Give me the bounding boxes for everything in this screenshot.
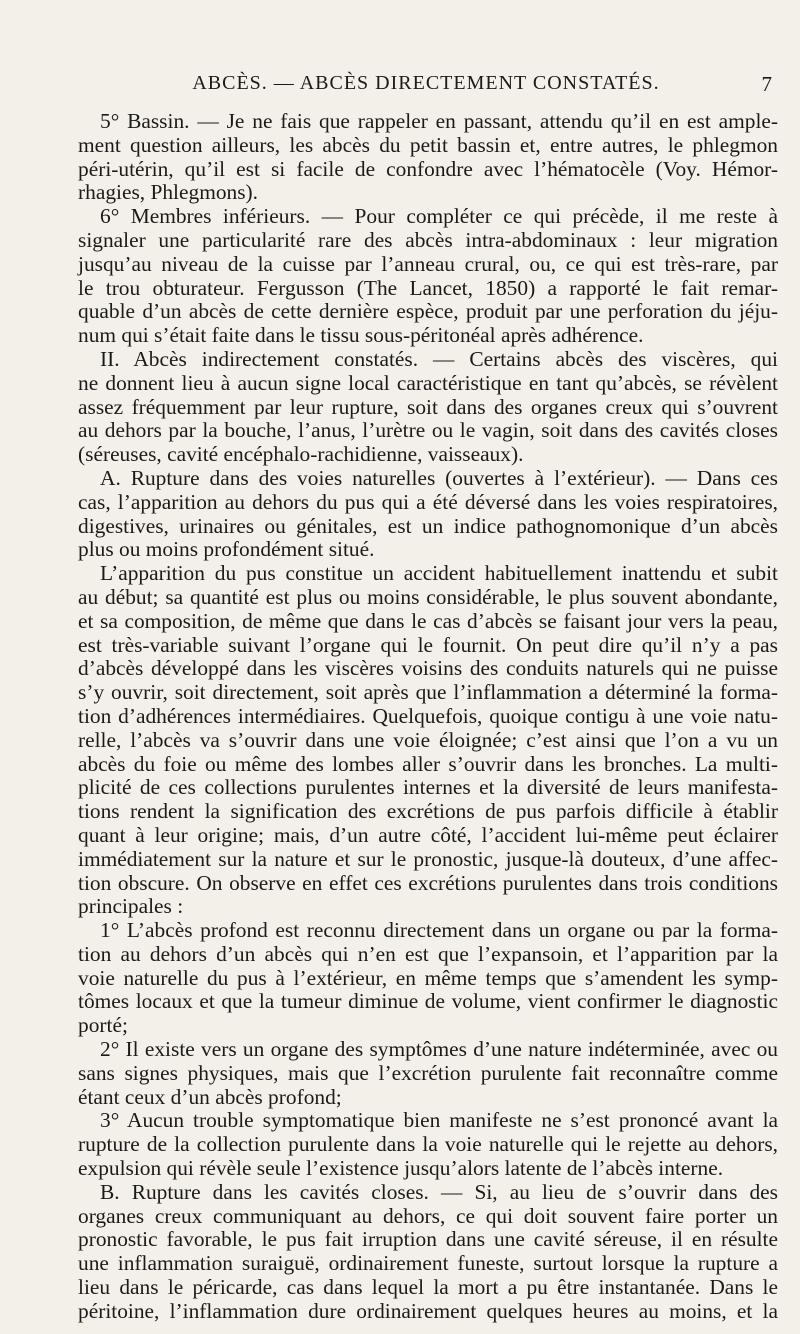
text-line: au début; sa quantité est plus ou moins considérable, le plus souvent abondante, — [78, 584, 778, 609]
text-line: II. Abcès indirectement constatés. — Certains abcès des viscères, qui — [100, 346, 778, 371]
text-line: plicité de ces collections purulentes internes et la diversité de leurs manifesta- — [78, 775, 778, 800]
page-number: 7 — [761, 72, 772, 96]
text-line: s’y ouvrir, soit directement, soit après que l’inflammation a déterminé la forma- — [78, 680, 778, 705]
text-line: relle, l’abcès va s’ouvrir dans une voie éloignée; c’est ainsi que l’on a vu un — [78, 727, 778, 752]
text-line: au dehors par la bouche, l’anus, l’urètre ou le vagin, soit dans des cavités closes — [78, 418, 778, 443]
text-line: tions rendent la signification des excrétions de pus parfois difficile à établir — [78, 799, 778, 824]
text-line: B. Rupture dans les cavités closes. — Si, au lieu de s’ouvrir dans des — [100, 1179, 778, 1204]
text-line: 5° Bassin. — Je ne fais que rappeler en passant, attendu qu’il en est ample- — [100, 109, 778, 133]
text-line: rhagies, Phlegmons). — [78, 180, 259, 205]
text-line: lieu dans le péricarde, cas dans lequel la mort a pu être instantanée. Dans le — [78, 1275, 778, 1300]
text-line: abcès du foie ou même des lombes aller s’ouvrir dans les bronches. La multi- — [78, 751, 778, 776]
text-line: digestives, urinaires ou génitales, est un indice pathognomonique d’un abcès — [78, 513, 778, 538]
text-line: 3° Aucun trouble symptomatique bien manifeste ne s’est prononcé avant la — [100, 1108, 778, 1133]
running-title: ABCÈS. — ABCÈS DIRECTEMENT CONSTATÉS. — [192, 72, 660, 94]
text-line: expulsion qui révèle seule l’existence jusqu’alors latente de l’abcès interne. — [78, 1156, 724, 1181]
text-line: tion d’adhérences intermédiaires. Quelquefois, quoique contigu à une voie natu- — [78, 703, 778, 728]
text-line: cas, l’apparition au dehors du pus qui a été déversé dans les voies respiratoires, — [78, 489, 778, 514]
text-line: sans signes physiques, mais que l’excrétion purulente fait reconnaître comme — [78, 1060, 778, 1085]
text-line: péritoine, l’inflammation dure ordinairement quelques heures au moins, et la — [78, 1298, 778, 1323]
text-line: péri-utérin, qu’il est si facile de confondre avec l’hématocèle (Voy. Hémor- — [78, 156, 778, 181]
text-line: organes creux communiquant au dehors, ce qui doit souvent faire porter un — [78, 1203, 778, 1228]
text-line: A. Rupture dans des voies naturelles (ouvertes à l’extérieur). — Dans ces — [100, 465, 778, 490]
text-line: ment question ailleurs, les abcès du petit bassin et, entre autres, le phlegmon — [78, 132, 778, 157]
body-text — [78, 110, 778, 1324]
text-line: principales : — [78, 894, 184, 919]
text-line: num qui s’était faite dans le tissu sous-péritonéal après adhérence. — [78, 323, 644, 348]
text-line: (séreuses, cavité encéphalo-rachidienne, vaisseaux). — [78, 442, 524, 467]
text-line: quable d’un abcès de cette dernière espèce, produit par une perforation du jéju- — [78, 299, 778, 324]
text-line: L’apparition du pus constitue un accident habituellement inattendu et subit — [100, 561, 778, 586]
text-line: 6° Membres inférieurs. — Pour compléter ce qui précède, il me reste à — [100, 204, 778, 229]
text-line: tion au dehors d’un abcès qui n’en est que l’expansoin, et l’apparition par la — [78, 941, 778, 966]
page-header — [80, 72, 772, 102]
text-line: 2° Il existe vers un organe des symptômes d’une nature indéterminée, avec ou — [100, 1037, 778, 1062]
text-line: étant ceux d’un abcès profond; — [78, 1084, 342, 1109]
text-line: quant à leur origine; mais, d’un autre côté, l’accident lui-même peut éclairer — [78, 822, 778, 847]
text-line: d’abcès développé dans les viscères voisins des conduits naturels qui ne puisse — [78, 656, 778, 681]
text-line: porté; — [78, 1013, 128, 1038]
text-line: est très-variable suivant l’organe qui le fournit. On peut dire qu’il n’y a pas — [78, 632, 778, 657]
text-line: pronostic favorable, le pus fait irruption dans une cavité séreuse, il en résulte — [78, 1227, 778, 1252]
text-line: tômes locaux et que la tumeur diminue de volume, vient confirmer le diagnostic — [78, 989, 778, 1014]
text-line: tion obscure. On observe en effet ces excrétions purulentes dans trois conditions — [78, 870, 778, 895]
text-line: 1° L’abcès profond est reconnu directement dans un organe ou par la forma- — [100, 918, 778, 943]
text-line: plus ou moins profondément situé. — [78, 537, 375, 562]
text-line: et sa composition, de même que dans le cas d’abcès se faisant jour vers la peau, — [78, 608, 778, 633]
text-line: ne donnent lieu à aucun signe local caractéristique en tant qu’abcès, se révèlent — [78, 370, 778, 395]
text-line: assez fréquemment par leur rupture, soit dans des organes creux qui s’ouvrent — [78, 394, 778, 419]
text-line: signaler une particularité rare des abcès intra-abdominaux : leur migration — [78, 227, 778, 252]
text-line: immédiatement sur la nature et sur le pronostic, jusque-là douteux, d’une affec- — [78, 846, 778, 871]
text-line: jusqu’au niveau de la cuisse par l’anneau crural, ou, ce qui est très-rare, par — [78, 251, 778, 276]
text-line: rupture de la collection purulente dans la voie naturelle qui le rejette au dehors, — [78, 1132, 778, 1157]
text-line: une inflammation suraiguë, ordinairement funeste, surtout lorsque la rupture a — [78, 1251, 778, 1276]
text-line: le trou obturateur. Fergusson (The Lancet, 1850) a rapporté le fait remar- — [78, 275, 778, 300]
text-line: voie naturelle du pus à l’extérieur, en même temps que s’amendent les symp- — [78, 965, 778, 990]
